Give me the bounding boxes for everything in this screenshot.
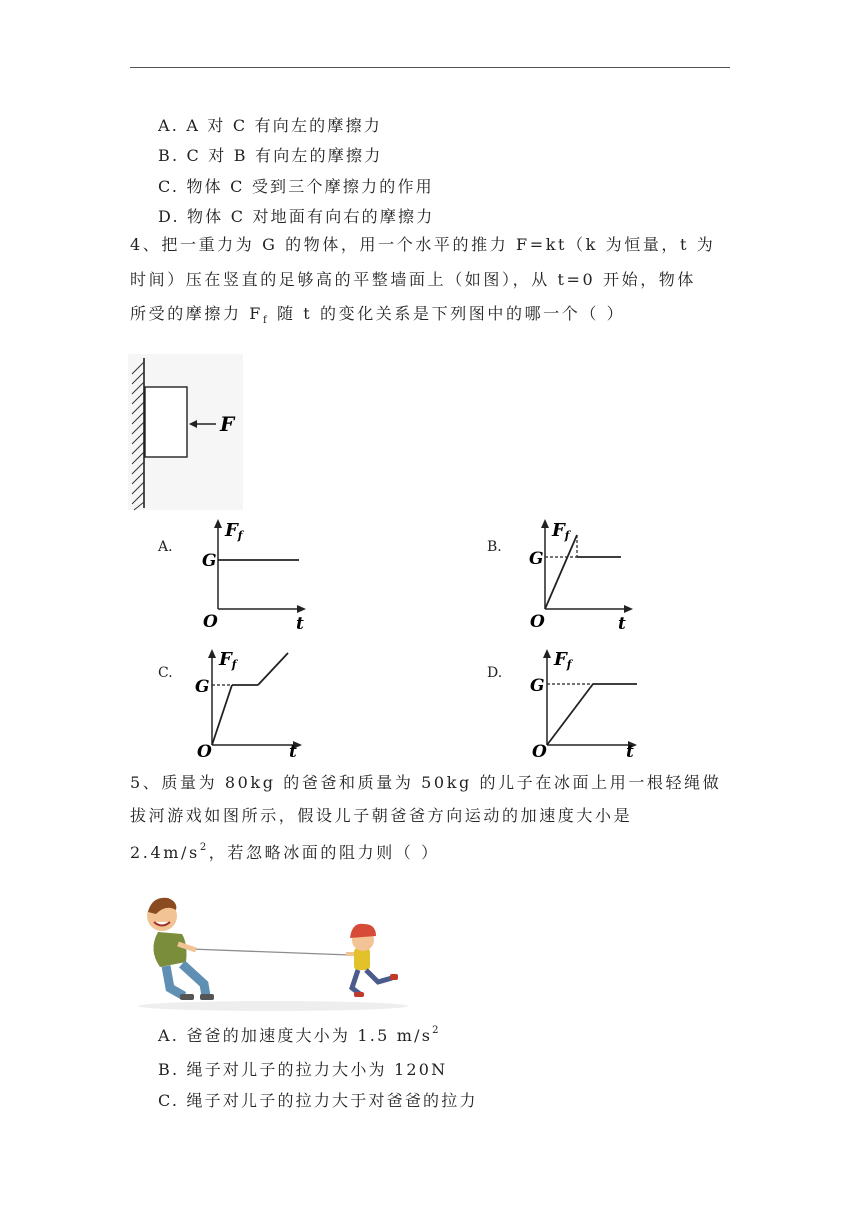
graph-d-label: D. <box>487 665 503 681</box>
q5-option-a: A. 爸爸的加速度大小为 1.5 $m/s^2$ <box>158 1025 441 1045</box>
q5-text-line2: 拔河游戏如图所示，假设儿子朝爸爸方向运动的加速度大小是 <box>130 806 633 825</box>
q5-text-line3: $2.4m/s^2$，若忽略冰面的阻力则（ ） <box>130 842 440 862</box>
svg-text:O: O <box>530 612 545 632</box>
q3-option-b: B. C 对 B 有向左的摩擦力 <box>158 146 383 165</box>
wall-block-figure <box>128 354 243 510</box>
graph-b-label: B. <box>487 539 502 555</box>
svg-text:t: t <box>289 742 297 762</box>
svg-text:t: t <box>626 742 634 762</box>
q4-text-line2: 时间）压在竖直的足够高的平整墙面上（如图），从 t=0 开始，物体 <box>130 270 696 289</box>
q3-option-d: D. 物体 C 对地面有向右的摩擦力 <box>158 207 435 226</box>
svg-text:G: G <box>202 551 217 571</box>
tug-of-war-illustration <box>138 892 410 1012</box>
svg-text:Ff: Ff <box>554 649 572 671</box>
header-rule <box>130 67 730 68</box>
svg-text:t: t <box>618 614 626 634</box>
svg-text:G: G <box>530 676 545 696</box>
graph-d <box>527 643 645 762</box>
svg-text:Ff: Ff <box>552 520 570 542</box>
svg-text:O: O <box>532 742 547 762</box>
svg-text:t: t <box>296 614 304 634</box>
q4-text-line3: 所受的摩擦力 $F_f$ 随 t 的变化关系是下列图中的哪一个（ ） <box>130 304 626 326</box>
graph-a-label: A. <box>158 539 173 555</box>
graph-b <box>525 517 640 632</box>
graph-c-label: C. <box>158 665 173 681</box>
graph-a <box>198 517 313 632</box>
son-figure <box>346 924 398 997</box>
svg-text:G: G <box>195 677 210 697</box>
q3-option-a: A. A 对 C 有向左的摩擦力 <box>158 116 382 135</box>
q3-option-c: C. 物体 C 受到三个摩擦力的作用 <box>158 177 434 196</box>
svg-text:O: O <box>197 742 212 762</box>
graph-c <box>192 643 310 762</box>
svg-text:F: F <box>220 412 235 436</box>
svg-text:Ff: Ff <box>225 520 243 542</box>
svg-text:O: O <box>203 612 218 632</box>
q5-option-c: C. 绳子对儿子的拉力大于对爸爸的拉力 <box>158 1091 478 1110</box>
q5-option-b: B. 绳子对儿子的拉力大小为 120N <box>158 1060 448 1079</box>
q5-text-line1: 5、质量为 80kg 的爸爸和质量为 50kg 的儿子在冰面上用一根轻绳做 <box>130 773 722 792</box>
svg-text:Ff: Ff <box>219 649 237 671</box>
q4-text-line1: 4、把一重力为 G 的物体，用一个水平的推力 F=kt（k 为恒量，t 为 <box>130 235 716 254</box>
svg-text:G: G <box>529 549 544 569</box>
